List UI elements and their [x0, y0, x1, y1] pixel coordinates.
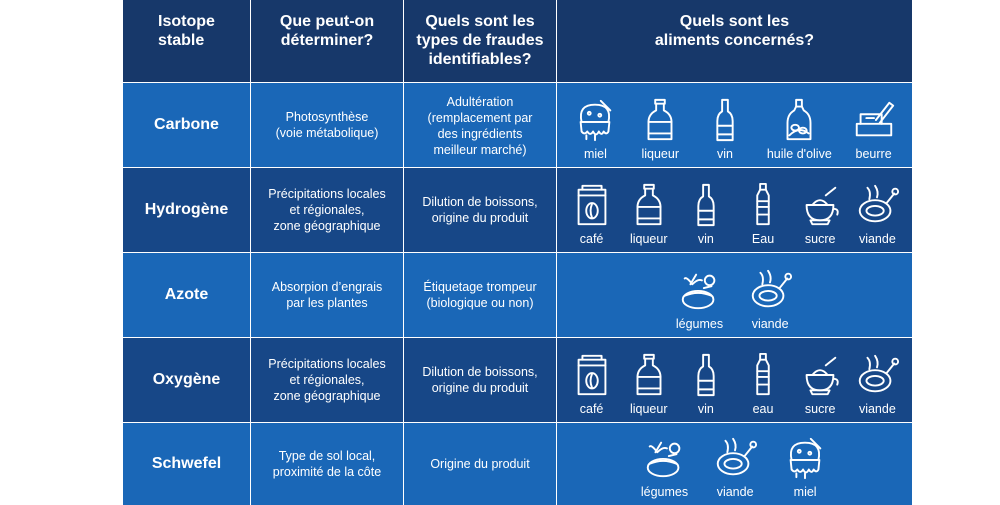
header-isotope [123, 0, 250, 82]
determine-line: et régionales, [289, 373, 365, 387]
determine-cell [251, 83, 403, 167]
honey-icon [572, 97, 618, 143]
butter-icon [851, 97, 897, 143]
food-item [569, 168, 615, 252]
determine-cell [251, 423, 403, 505]
food-item [740, 168, 786, 252]
header-foods-line: Quels sont les [679, 13, 790, 30]
meat-icon [854, 182, 900, 228]
meat-icon [712, 435, 758, 481]
food-label: vin [717, 147, 734, 161]
determine-line: Photosynthèse [285, 110, 369, 124]
fraud-line: (biologique ou non) [426, 296, 534, 310]
food-label: café [579, 402, 604, 416]
determine-line: Type de sol local, [278, 449, 376, 463]
foods-cell [557, 423, 912, 505]
food-item [637, 83, 683, 167]
determine-line: zone géographique [273, 219, 381, 233]
foods-cell [557, 253, 912, 337]
food-item [747, 253, 793, 337]
food-item [702, 83, 748, 167]
water-bottle-icon [740, 352, 786, 398]
determine-cell [251, 253, 403, 337]
food-item [854, 338, 900, 422]
isotope-name: Carbone [154, 116, 219, 133]
determine-line: Précipitations locales [268, 187, 386, 201]
foods-cell [557, 168, 912, 252]
vegetables-icon [642, 435, 688, 481]
isotope-cell [123, 168, 250, 252]
determine-line: proximité de la côte [272, 465, 382, 479]
header-isotope-line: stable [158, 32, 205, 49]
food-item [797, 168, 843, 252]
determine-line: Absorpion d’engrais [271, 280, 383, 294]
header-fraud-line: Quels sont les [425, 13, 535, 30]
fraud-line: Origine du produit [430, 457, 530, 471]
sugar-bowl-icon [797, 352, 843, 398]
liquor-bottle-icon [626, 352, 672, 398]
food-label: légumes [640, 485, 689, 499]
foods-cell [557, 338, 912, 422]
determine-line: Précipitations locales [268, 357, 386, 371]
fraud-cell [404, 253, 556, 337]
fraud-line: meilleur marché) [433, 143, 527, 157]
food-label: sucre [804, 232, 836, 246]
food-label: vin [697, 402, 714, 416]
header-determine [251, 0, 403, 82]
fraud-cell [404, 83, 556, 167]
food-item [641, 423, 688, 505]
food-label: Eau [751, 232, 775, 246]
isotope-name: Azote [164, 286, 209, 303]
sugar-bowl-icon [797, 182, 843, 228]
fraud-line: origine du produit [431, 211, 529, 225]
food-item [626, 338, 672, 422]
fraud-line: Étiquetage trompeur [423, 280, 537, 294]
determine-cell [251, 338, 403, 422]
food-item [854, 168, 900, 252]
isotope-cell [123, 423, 250, 505]
fraud-line: origine du produit [431, 381, 529, 395]
wine-bottle-icon [702, 97, 748, 143]
isotope-fraud-table [123, 0, 909, 500]
food-item [797, 338, 843, 422]
food-label: vin [697, 232, 714, 246]
fraud-cell [404, 338, 556, 422]
food-label: café [579, 232, 604, 246]
vegetables-icon [677, 267, 723, 313]
header-fraud-line: types de fraudes [416, 32, 544, 49]
food-label: légumes [675, 317, 724, 331]
food-label: huile d'olive [766, 147, 832, 161]
header-fraud [404, 0, 556, 82]
meat-icon [747, 267, 793, 313]
determine-line: et régionales, [289, 203, 365, 217]
food-label: beurre [855, 147, 892, 161]
food-label: viande [716, 485, 754, 499]
food-label: liqueur [629, 232, 668, 246]
food-label: viande [858, 232, 896, 246]
fraud-cell [404, 168, 556, 252]
food-item [712, 423, 758, 505]
wine-bottle-icon [683, 182, 729, 228]
meat-icon [854, 352, 900, 398]
header-determine-line: déterminer? [280, 32, 374, 49]
olive-oil-icon [776, 97, 822, 143]
food-item [740, 338, 786, 422]
food-label: miel [793, 485, 817, 499]
header-determine-line: Que peut-on [279, 13, 375, 30]
determine-line: zone géographique [273, 389, 381, 403]
food-item [851, 83, 897, 167]
food-item [683, 338, 729, 422]
coffee-bag-icon [569, 182, 615, 228]
fraud-line: Dilution de boissons, [422, 195, 538, 209]
determine-line: (voie métabolique) [275, 126, 379, 140]
foods-cell [557, 83, 912, 167]
food-item [569, 338, 615, 422]
food-label: liqueur [629, 402, 668, 416]
fraud-cell [404, 423, 556, 505]
determine-cell [251, 168, 403, 252]
coffee-bag-icon [569, 352, 615, 398]
header-foods [557, 0, 912, 82]
fraud-line: (remplacement par [427, 111, 533, 125]
isotope-name: Oxygène [152, 371, 221, 388]
isotope-cell [123, 83, 250, 167]
isotope-cell [123, 338, 250, 422]
liquor-bottle-icon [626, 182, 672, 228]
food-label: eau [752, 402, 774, 416]
honey-icon [782, 435, 828, 481]
header-isotope-line: Isotope [158, 13, 215, 30]
food-label: viande [858, 402, 896, 416]
fraud-line: des ingrédients [437, 127, 523, 141]
food-item [782, 423, 828, 505]
header-fraud-line: identifiables? [428, 51, 532, 68]
fraud-line: Adultération [446, 95, 514, 109]
food-label: miel [583, 147, 607, 161]
food-label: sucre [804, 402, 836, 416]
food-item [767, 83, 832, 167]
food-item [676, 253, 723, 337]
food-label: viande [751, 317, 789, 331]
water-bottle-icon [740, 182, 786, 228]
fraud-line: Dilution de boissons, [422, 365, 538, 379]
liquor-bottle-icon [637, 97, 683, 143]
isotope-name: Hydrogène [144, 201, 229, 218]
wine-bottle-icon [683, 352, 729, 398]
determine-line: par les plantes [286, 296, 368, 310]
food-item [572, 83, 618, 167]
food-label: liqueur [641, 147, 679, 161]
isotope-cell [123, 253, 250, 337]
header-foods-line: aliments concernés? [654, 32, 815, 49]
food-item [683, 168, 729, 252]
isotope-name: Schwefel [151, 455, 222, 472]
food-item [626, 168, 672, 252]
